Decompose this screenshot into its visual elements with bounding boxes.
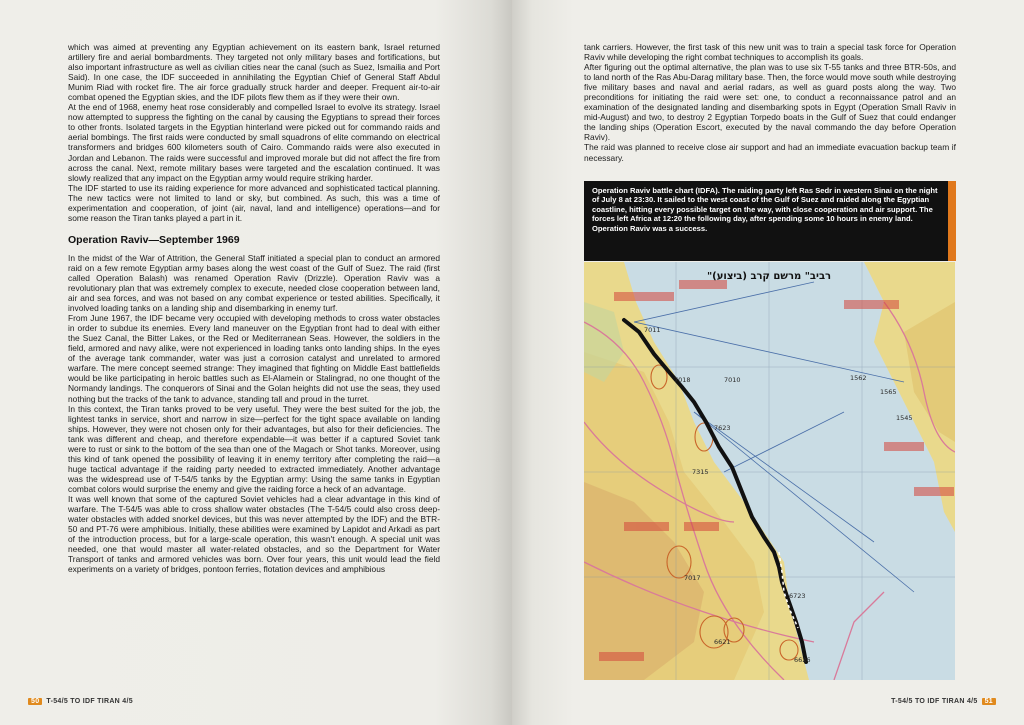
map-label: 7010	[724, 376, 741, 384]
map-label: 1562	[850, 374, 867, 382]
battle-map-drawing	[584, 262, 955, 680]
battle-map	[584, 262, 955, 680]
paragraph: After figuring out the optimal alternative, the plan was to use six T-55 tanks and three BTR-50s, and to land north of the Ras Abu-Darag military base. Then, the force would move south while destroying five military bases and naval and aerial radars, as well as guard posts along the way. Two preconditions for initiating the raid were set: one, to conduct a reconnaissance patrol and an examination of the designated landing and disembarking spots in Egypt (Operation Small Raviv in mid-August) and two, to destroy 2 Egyptian Torpedo boats in the Gulf of Suez that could endanger the landing ships (Operation Escort, executed by the naval commando the day before Operation Raviv).	[584, 62, 956, 143]
section-heading: Operation Raviv—September 1969	[68, 233, 240, 246]
map-label: 6621	[714, 638, 731, 646]
caption-accent-stripe	[948, 181, 956, 261]
paragraph: At the end of 1968, enemy heat rose considerably and compelled Israel to evolve its strategy. Israel now attempted to suppress the fighting on the canal by causing the Egyptians to spread their forces to other fronts. Isolated targets in the Egyptian hinterland were picked out for commando raids and aerial bombings. The first raids were conducted by small squadrons of elite commando on electrical transformers and bridges 600 kilometers south of Cairo. Commando raids were also executed in Jordan and Lebanon. The raids were successful and improved morale but did not affect the fire from across the canal. Next, remote military bases were targeted and the escalation continued. It was slowly realized that any impact on the Egyptian army would require striking harder.	[68, 102, 440, 183]
running-title: T-54/5 TO IDF TIRAN 4/5	[46, 698, 133, 705]
map-label: 1565	[880, 388, 897, 396]
paragraph: It was well known that some of the captured Soviet vehicles had a clear advantage in this kind of warfare. The T-54/5 was able to cross shallow water obstacles (The T-54/5 could also cross deep-water obstacles with added snorkel devices, but this was never attempted by the IDF) and the BTR-50 and PT-76 were amphibious. Initially, these abilities were examined by Lapidot and Arkadi as part of the introduction process, but for a large-scale operation, this wasn't enough. A special unit was needed, one that would master all water-related obstacles, and so the Department for Water Transport of tanks and armored vehicles was born. Over four years, this unit would lead the field experiments on a variety of bridges, pontoon ferries, flotation devices and amphibious	[68, 493, 440, 575]
left-text-column	[68, 42, 440, 574]
paragraph: From June 1967, the IDF became very occupied with developing methods to cross water obstacles in order to subdue its enemies. Every land maneuver on the Egyptian front had to deal with either the Suez Canal, the Bitter Lakes, or the Red or Mediterranean Seas. However, the soldiers in the field, armored and navy alike, were not experienced in loading tanks onto landing ships. In the eyes of the average tank commander, water was just a corrosion catalyst and unrelated to armored warfare. The mere concept seemed strange: They imagined that fighting on Middle East battlefields would be like participating in heroic battles such as El-Alamein or Stalingrad, no one thought of the Normandy landings. The conquerors of Sinai and the Golan heights did not use the seas, they used nothing but the tracks of the tank to advance, standing tall and proud in the turret.	[68, 313, 440, 404]
left-folio	[28, 698, 133, 705]
paragraph: In this context, the Tiran tanks proved to be very useful. They were the best suited for the job, the lightest tanks in service, short and narrow in size—perfect for the tight space available on landing ships. However, they were not chosen only for their advantages, but also for their deficiencies. The tank was different and cheap, and therefore expendable—it was better if a captured Soviet tank were to rust or sink to the bottom of the sea than one of the Magach or Shot tanks. Moreover, using this kind of tank opened the possibility of leaving it in enemy territory after completing the raid—a huge tactical advantage if the raiding party needed to extracted immediately. Another advantage was the widespread use of T-54/5 tanks by the Egyptian army: Using the same tanks in Egyptian combat colors would surprise the enemy and give the raiding force a heck of an advantage.	[68, 403, 440, 494]
paragraph: which was aimed at preventing any Egyptian achievement on its eastern bank, Israel returned artillery fire and aerial bombardments. They targeted not only military bases and fortifications, but also important infrastructure as well as civilian cities near the canal (such as Suez, Ismailia and Port Said). In one case, the IDF succeeded in annihilating the Egyptian Chief of General Staff Abdul Munim Riad with rocket fire. The air force gradually struck harder and deeper. Frequent air-to-air combat opened the Egyptian skies, and the IDF pilots flew them as if they were their own.	[68, 42, 440, 103]
page-number: 50	[28, 698, 42, 705]
map-label: 7315	[692, 468, 709, 476]
paragraph: In the midst of the War of Attrition, the General Staff initiated a special plan to conduct an armored raid on a few remote Egyptian army bases along the west coast of the Gulf of Suez. The raid (first called Operation Balash) was renamed Operation Raviv (Drizzle). Operation Raviv was a revolutionary plan that was extremely complex to execute, needed close cooperation between land, air and sea forces, and was not based on any combat experience or tested abilities. Specifically, it involved loading tanks on a landing ship and disembarking in enemy turf.	[68, 252, 440, 314]
running-title: T-54/5 TO IDF TIRAN 4/5	[891, 698, 978, 705]
paragraph: The raid was planned to receive close air support and had an immediate evacuation backup team if necessary.	[584, 142, 956, 163]
paragraph: tank carriers. However, the first task of this new unit was to train a special task force for Operation Raviv while developing the right combat techniques to accomplish its goals.	[584, 42, 956, 63]
map-label: 7017	[684, 574, 701, 582]
paragraph: The IDF started to use its raiding experience for more advanced and sophisticated tactical planning. The new tactics were not limited to land or sky, but combined. As such, this was a time of experimentation and cooperation, of joint (air, naval, land and intelligence) operations—and for some reason the Tiran tanks played a part in it.	[68, 182, 440, 223]
page-number: 51	[982, 698, 996, 705]
right-folio	[891, 698, 996, 705]
map-label: 1545	[896, 414, 913, 422]
right-text-column	[584, 42, 956, 163]
caption-text: Operation Raviv battle chart (IDFA). The raiding party left Ras Sedr in western Sinai on the night of July 8 at 23:30. It sailed to the west coast of the Gulf of Suez and raided along the Egyptian coastline, hitting every possible target on the way, with close cooperation and air support. The forces left Africa at 12:20 the following day, after spending some 10 hours in enemy land. Operation Raviv was a success.	[592, 186, 938, 233]
map-label: 7011	[644, 326, 661, 334]
map-label: 6723	[789, 592, 806, 600]
map-caption	[584, 181, 956, 261]
map-label: 7018	[674, 376, 691, 384]
map-title: "רביב" מרשם קרב (ביצוע)	[706, 271, 832, 282]
map-label: 7623	[714, 424, 731, 432]
map-label: 6626	[794, 656, 811, 664]
